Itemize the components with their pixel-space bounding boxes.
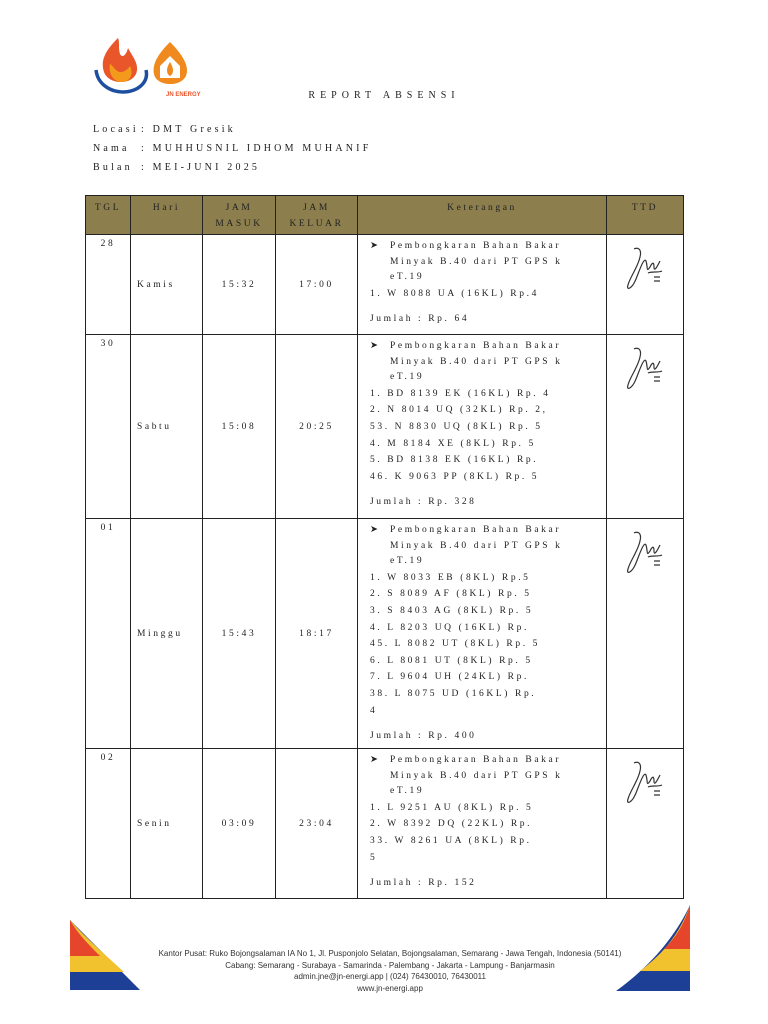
unit-line: 2. N 8014 UQ (32KL) Rp. 2, [370, 405, 548, 416]
header-jam-keluar: JAM KELUAR [276, 196, 358, 235]
unit-line: 1. BD 8139 EK (16KL) Rp. 4 [370, 388, 551, 399]
unit-line: 2. S 8089 AF (8KL) Rp. 5 [370, 589, 532, 600]
info-nama [93, 143, 371, 154]
cell-jam-keluar: 20:25 [276, 335, 358, 519]
unit-line: 2. W 8392 DQ (22KL) Rp. [370, 819, 533, 830]
table-row [86, 519, 684, 749]
unit-line: 4. L 8203 UQ (16KL) Rp. [370, 622, 529, 633]
jumlah-total: Jumlah : Rp. 64 [370, 314, 470, 325]
signature-icon [620, 343, 670, 393]
signature-icon [620, 243, 670, 293]
cell-tgl: 28 [86, 235, 131, 335]
lokasi-value: : DMT Gresik [141, 124, 236, 135]
lokasi-label: Locasi [93, 124, 139, 135]
unit-line: 5. BD 8138 EK (16KL) Rp. [370, 455, 539, 466]
cell-tgl: 30 [86, 335, 131, 519]
jumlah-total: Jumlah : Rp. 152 [370, 878, 477, 889]
unit-line: 1. W 8088 UA (16KL) Rp.4 [370, 288, 539, 299]
table-row [86, 335, 684, 519]
cell-keterangan [358, 519, 607, 749]
cell-ttd [607, 749, 684, 899]
jumlah-total: Jumlah : Rp. 400 [370, 731, 477, 742]
cell-jam-masuk: 15:08 [203, 335, 276, 519]
keterangan-title: Pembongkaran Bahan Bakar Minyak B.40 dari PT GPS k eT.19 [390, 755, 563, 797]
table-row [86, 235, 684, 335]
cell-keterangan [358, 749, 607, 899]
info-lokasi [93, 124, 236, 135]
unit-line: 4 [370, 705, 378, 716]
header-tgl: TGL [86, 196, 131, 235]
cell-tgl: 02 [86, 749, 131, 899]
arrow-bullet-icon: ➤ [370, 755, 381, 765]
arrow-bullet-icon: ➤ [370, 525, 381, 535]
report-title: REPORT ABSENSI [308, 90, 460, 101]
info-bulan [93, 162, 260, 173]
keterangan-title: Pembongkaran Bahan Bakar Minyak B.40 dari PT GPS k eT.19 [390, 525, 563, 567]
header-jam-masuk: JAM MASUK [203, 196, 276, 235]
cell-tgl: 01 [86, 519, 131, 749]
unit-line: 7. L 9604 UH (24KL) Rp. [370, 672, 529, 683]
cell-jam-masuk: 03:09 [203, 749, 276, 899]
keterangan-title: Pembongkaran Bahan Bakar Minyak B.40 dari PT GPS k eT.19 [390, 241, 563, 283]
nama-label: Nama [93, 143, 130, 154]
signature-icon [620, 527, 670, 577]
header-keterangan: Keterangan [358, 196, 607, 235]
header-ttd: TTD [607, 196, 684, 235]
cell-jam-keluar: 17:00 [276, 235, 358, 335]
signature-icon [620, 757, 670, 807]
footer-web: www.jn-energi.app [357, 983, 423, 993]
unit-line: 1. L 9251 AU (8KL) Rp. 5 [370, 802, 534, 813]
cell-ttd [607, 519, 684, 749]
table-header-row [86, 196, 684, 235]
unit-line: 53. N 8830 UQ (8KL) Rp. 5 [370, 421, 543, 432]
arrow-bullet-icon: ➤ [370, 341, 381, 351]
arrow-bullet-icon: ➤ [370, 241, 381, 251]
unit-line: 45. L 8082 UT (8KL) Rp. 5 [370, 639, 541, 650]
cell-hari: Kamis [131, 235, 203, 335]
unit-line: 46. K 9063 PP (8KL) Rp. 5 [370, 471, 540, 482]
cell-ttd [607, 235, 684, 335]
nama-value: : MUHHUSNIL IDHOM MUHANIF [141, 143, 372, 154]
unit-line: 33. W 8261 UA (8KL) Rp. [370, 835, 532, 846]
cell-hari: Sabtu [131, 335, 203, 519]
unit-line: 4. M 8184 XE (8KL) Rp. 5 [370, 438, 536, 449]
footer-address [100, 948, 680, 994]
svg-text:JN ENERGY: JN ENERGY [166, 92, 201, 98]
unit-line: 5 [370, 852, 378, 863]
keterangan-title: Pembongkaran Bahan Bakar Minyak B.40 dari PT GPS k eT.19 [390, 341, 563, 383]
unit-line: 1. W 8033 EB (8KL) Rp.5 [370, 572, 531, 583]
unit-line: 6. L 8081 UT (8KL) Rp. 5 [370, 655, 533, 666]
footer-contact: admin.jne@jn-energi.app | (024) 76430010, 76430011 [294, 972, 486, 981]
cell-ttd [607, 335, 684, 519]
cell-keterangan [358, 335, 607, 519]
unit-line: 3. S 8403 AG (8KL) Rp. 5 [370, 605, 534, 616]
cell-jam-keluar: 18:17 [276, 519, 358, 749]
unit-line: 38. L 8075 UD (16KL) Rp. [370, 688, 537, 699]
cell-hari: Senin [131, 749, 203, 899]
bulan-value: : MEI-JUNI 2025 [141, 162, 261, 173]
jumlah-total: Jumlah : Rp. 328 [370, 497, 477, 508]
footer-cabang: Cabang: Semarang - Surabaya - Samarinda - Palembang - Jakarta - Lampung - Banjarmasin [225, 960, 555, 970]
cell-jam-masuk: 15:43 [203, 519, 276, 749]
footer-kantor: Kantor Pusat: Ruko Bojongsalaman IA No 1, Jl. Pusponjolo Selatan, Bojongsalaman, Semarang - Jawa Tengah, Indonesia (50141) [158, 949, 622, 958]
header-hari: Hari [131, 196, 203, 235]
table-row [86, 749, 684, 899]
cell-jam-masuk: 15:32 [203, 235, 276, 335]
bulan-label: Bulan [93, 162, 133, 173]
cell-keterangan [358, 235, 607, 335]
cell-hari: Minggu [131, 519, 203, 749]
attendance-table [85, 195, 684, 899]
cell-jam-keluar: 23:04 [276, 749, 358, 899]
